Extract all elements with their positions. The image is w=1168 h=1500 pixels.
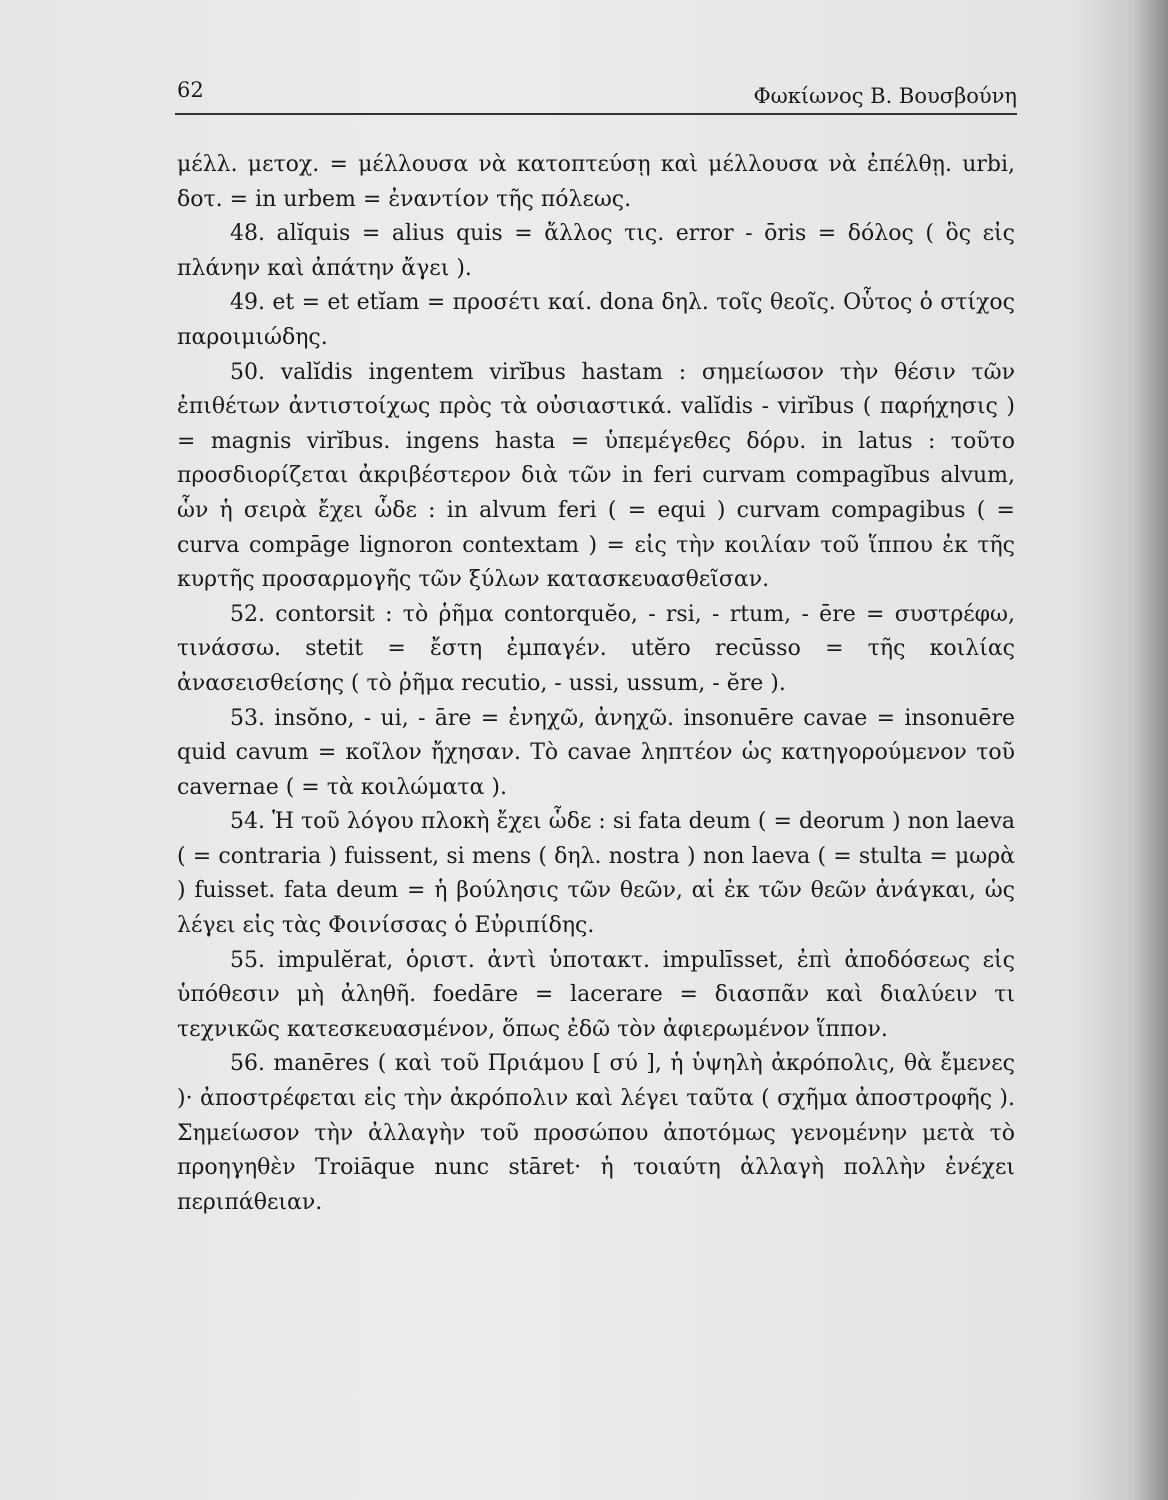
- paragraph-note-53: 53. insŏno, - ui, - āre = ἐνηχῶ, ἀνηχῶ. insonuēre cavae = insonuēre quid cavum = κοῖλον ἤχησαν. Τὸ cavae ληπτέον ὡς κατηγορούμενον τοῦ cavernae ( = τὰ κοιλώματα ).: [177, 705, 1015, 800]
- paragraph-note-48: 48. alĭquis = alius quis = ἄλλος τις. error - ōris = δόλος ( ὃς εἰς πλάνην καὶ ἀπάτην ἄγει ).: [177, 221, 1015, 281]
- paragraph-note-56: 56. manēres ( καὶ τοῦ Πριάμου [ σύ ], ἡ ὑψηλὴ ἀκρόπολις, θὰ ἔμενες )· ἀποστρέφεται εἰς τὴν ἀκρόπολιν καὶ λέγει ταῦτα ( σχῆμα ἀποστροφῆς ). Σημείωσον τὴν ἀλλαγὴν τοῦ προσώπου ἀποτόμως γενομένην μετὰ τὸ προηγηθὲν Troiāque nunc stāret· ἡ τοιαύτη ἀλλαγὴ πολλὴν ἐνέχει περιπάθειαν.: [177, 1051, 1015, 1215]
- running-head: Φωκίωνος Β. Βουσβούνη: [753, 84, 1017, 108]
- page-header: [177, 78, 1017, 108]
- paragraph-note-52: 52. contorsit : τὸ ῥῆμα contorquĕo, - rsi, - rtum, - ēre = συστρέφω, τινάσσω. stetit = ἔστη ἐμπαγέν. utĕro recūsso = τῆς κοιλίας ἀνασεισθείσης ( τὸ ῥῆμα recutio, - ussi, ussum, - ĕre ).: [177, 601, 1015, 696]
- header-rule: [175, 113, 1017, 115]
- page-number: 62: [177, 78, 204, 102]
- paragraph-note-49: 49. et = et etĭam = προσέτι καί. dona δηλ. τοῖς θεοῖς. Οὗτος ὁ στίχος παροιμιώδης.: [177, 290, 1015, 350]
- paragraph-note-54: 54. Ἡ τοῦ λόγου πλοκὴ ἔχει ὧδε : si fata deum ( = deorum ) non laeva ( = contraria ) fuissent, si mens ( δηλ. nostra ) non laeva ( = stulta = μωρὰ ) fuisset. fata deum = ἡ βούλησις τῶν θεῶν, αἱ ἐκ τῶν θεῶν ἀνάγκαι, ὡς λέγει εἰς τὰς Φοινίσσας ὁ Εὐριπίδης.: [177, 809, 1015, 939]
- paragraph-continuation: μέλλ. μετοχ. = μέλλουσα νὰ κατοπτεύσῃ καὶ μέλλουσα νὰ ἐπέλθῃ. urbi, δοτ. = in urbem = ἐναντίον τῆς πόλεως.: [177, 152, 1015, 212]
- paragraph-note-50: 50. valĭdis ingentem virĭbus hastam : σημείωσον τὴν θέσιν τῶν ἐπιθέτων ἀντιστοίχως πρὸς τὰ οὐσιαστικά. valĭdis - virĭbus ( παρήχησις ) = magnis virĭbus. ingens hasta = ὑπεμέγεθες δόρυ. in latus : τοῦτο προσδιορίζεται ἀκριβέστερον διὰ τῶν in feri curvam compagĭbus alvum, ὧν ἡ σειρὰ ἔχει ὧδε : in alvum feri ( = equi ) curvam compagibus ( = curva compāge lignoron contextam ) = εἰς τὴν κοιλίαν τοῦ ἵππου ἐκ τῆς κυρτῆς προσαρμογῆς τῶν ξύλων κατασκευασθεῖσαν.: [177, 359, 1015, 593]
- paragraph-note-55: 55. impulĕrat, ὁριστ. ἀντὶ ὑποτακτ. impulīsset, ἐπὶ ἀποδόσεως εἰς ὑπόθεσιν μὴ ἀληθῆ. foedāre = lacerare = διασπᾶν καὶ διαλύειν τι τεχνικῶς κατεσκευασμένον, ὅπως ἐδῶ τὸν ἀφιερωμένον ἵππον.: [177, 947, 1015, 1042]
- body-text: [177, 148, 1015, 1220]
